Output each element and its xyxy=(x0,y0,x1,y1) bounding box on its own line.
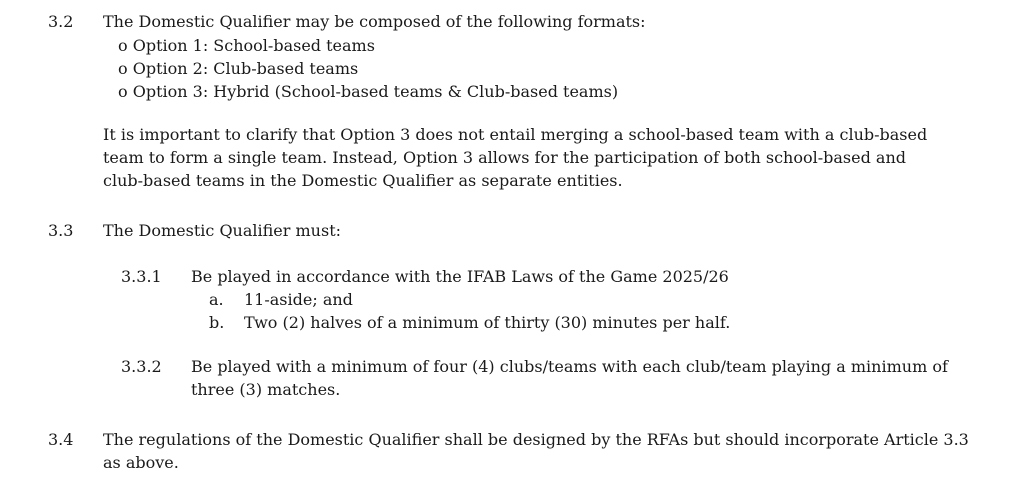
section-3-3-intro: The Domestic Qualifier must: xyxy=(103,221,342,240)
item-label-b: b. xyxy=(209,313,225,332)
option-1: o Option 1: School-based teams xyxy=(118,36,375,55)
section-number-3-3-1: 3.3.1 xyxy=(121,267,162,286)
section-3-4-line-2: as above. xyxy=(103,453,179,472)
item-label-a: a. xyxy=(209,290,224,309)
item-text-a: 11-aside; and xyxy=(244,290,353,309)
item-text-b: Two (2) halves of a minimum of thirty (30) minutes per half. xyxy=(244,313,731,332)
section-3-3-2-line-1: Be played with a minimum of four (4) clubs/teams with each club/team playing a minimum of xyxy=(191,357,948,376)
clarification-line-1: It is important to clarify that Option 3 does not entail merging a school-based team with a club-based xyxy=(103,125,928,144)
section-number-3-3: 3.3 xyxy=(48,221,74,240)
section-number-3-4: 3.4 xyxy=(48,430,74,449)
clarification-line-3: club-based teams in the Domestic Qualifier as separate entities. xyxy=(103,171,623,190)
option-3: o Option 3: Hybrid (School-based teams & Club-based teams) xyxy=(118,82,619,101)
section-3-4-line-1: The regulations of the Domestic Qualifier shall be designed by the RFAs but should incorporate Article 3.3 xyxy=(103,430,969,449)
section-3-2-intro: The Domestic Qualifier may be composed of the following formats: xyxy=(103,12,646,31)
section-3-3-1-text: Be played in accordance with the IFAB Laws of the Game 2025/26 xyxy=(191,267,729,286)
clarification-line-2: team to form a single team. Instead, Option 3 allows for the participation of both school-based and xyxy=(103,148,906,167)
section-number-3-2: 3.2 xyxy=(48,12,74,31)
section-number-3-3-2: 3.3.2 xyxy=(121,357,162,376)
option-2: o Option 2: Club-based teams xyxy=(118,59,359,78)
section-3-3-2-line-2: three (3) matches. xyxy=(191,380,341,399)
